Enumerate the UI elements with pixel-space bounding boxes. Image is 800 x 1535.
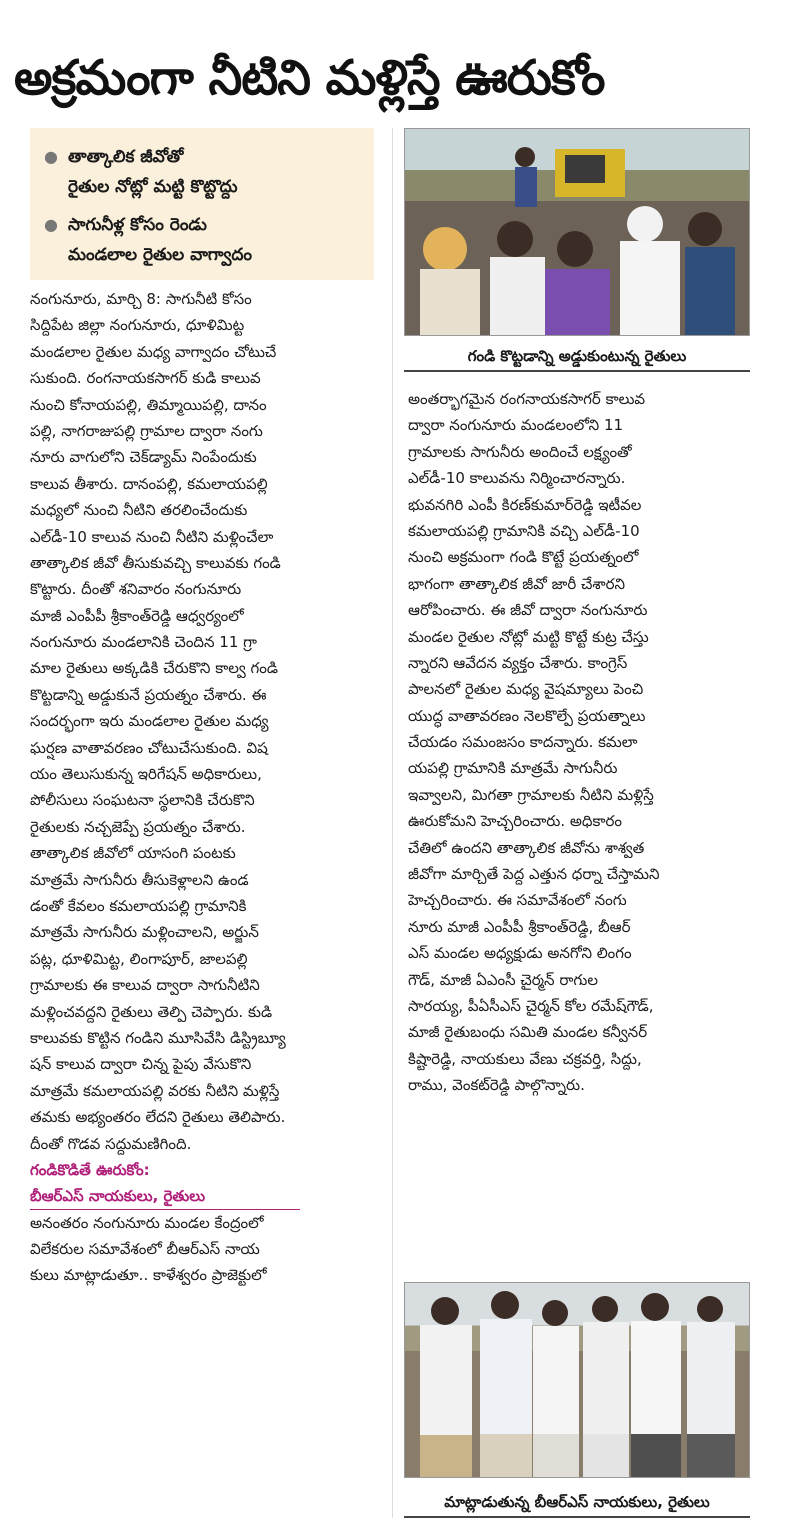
brs-leaders-photo bbox=[404, 1282, 750, 1478]
farmers-protest-photo bbox=[404, 128, 750, 336]
text-line: పోలీసులు సంఘటనా స్థలానికి చేరుకొని bbox=[30, 791, 255, 810]
text-line: మాజీ రైతుబంధు సమితి మండల కన్వీనర్ bbox=[408, 1023, 648, 1042]
text-line: ద్వారా నంగునూరు మండలంలోని 11 bbox=[408, 416, 624, 435]
text-line: గౌడ్, మాజీ ఏఎంసీ చైర్మన్ రాగుల bbox=[408, 970, 598, 989]
text-line: సుకుంది. రంగనాయకసాగర్ కుడి కాలువ bbox=[30, 369, 261, 388]
text-line: దీంతో గొడవ సద్దుమణిగింది. bbox=[30, 1134, 192, 1153]
text-line: నంగునూరు, మార్చి 8: సాగునీటి కోసం bbox=[30, 290, 252, 308]
highlight-line: తాత్కాలిక జీవోతో bbox=[68, 147, 184, 167]
photo-illustration bbox=[405, 1283, 750, 1478]
text-line: మళ్లించవద్దని రైతులు తెల్పి చెప్పారు. కుడి bbox=[30, 1002, 273, 1021]
text-line: నుంచి అక్రమంగా గండి కొట్టే ప్రయత్నంలో bbox=[408, 548, 639, 567]
highlight-line: రైతుల నోట్లో మట్టి కొట్టొద్దు bbox=[68, 177, 238, 197]
text-line: కాలువకు కొట్టిన గండిని మూసివేసి డిస్ట్రిబ్యూ bbox=[30, 1028, 286, 1047]
text-line: నంగునూరు మండలానికి చెందిన 11 గ్రా bbox=[30, 633, 257, 652]
text-line: నూరు వాగులోని చెక్‌డ్యామ్ నింపేందుకు bbox=[30, 448, 257, 467]
text-line: భాగంగా తాత్కాలిక జీవో జారీ చేశారని bbox=[408, 574, 626, 593]
subheading-line-1: గండికొడితే ఊరుకోం: bbox=[30, 1160, 150, 1179]
text-line: తాత్కాలిక జీవో తీసుకువచ్చి కాలువకు గండి bbox=[30, 553, 281, 572]
text-line: పల్లి, నాగరాజుపల్లి గ్రామాల ద్వారా నంగు bbox=[30, 421, 263, 440]
article-right-column bbox=[408, 386, 750, 1099]
text-line: సిద్దిపేట జిల్లా నంగునూరు, ధూళిమిట్ట bbox=[30, 316, 245, 335]
highlight-line: సాగునీళ్ల కోసం రెండు bbox=[68, 215, 207, 235]
text-line: సారయ్య, పీఏసీఎస్ చైర్మన్ కోల రమేష్‌గౌడ్, bbox=[408, 996, 654, 1015]
text-line: ఘర్షణ వాతావరణం చోటుచేసుకుంది. విష bbox=[30, 738, 268, 757]
photo-illustration bbox=[405, 129, 750, 336]
highlight-item bbox=[44, 142, 364, 202]
text-line: హెచ్చరించారు. ఈ సమావేశంలో నంగు bbox=[408, 891, 627, 910]
text-line: రాము, వెంకట్‌రెడ్డి పాల్గొన్నారు. bbox=[408, 1076, 585, 1095]
text-line: తాత్కాలిక జీవోలో యాసంగి పంటకు bbox=[30, 844, 236, 863]
text-line: పాలనలో రైతుల మధ్య వైషమ్యాలు పెంచి bbox=[408, 680, 644, 699]
text-line: సందర్భంగా ఇరు మండలాల రైతుల మధ్య bbox=[30, 712, 269, 731]
text-line: కాలువ తీశారు. దానంపల్లి, కమలాయపల్లి bbox=[30, 474, 268, 493]
text-line: అనంతరం నంగునూరు మండల కేంద్రంలో bbox=[30, 1213, 264, 1232]
text-line: నూరు మాజీ ఎంపీపీ శ్రీకాంత్‌రెడ్డి, బీఆర్ bbox=[408, 917, 631, 936]
text-line: గ్రామాలకు సాగునీరు అందించే లక్ష్యంతో bbox=[408, 442, 632, 461]
text-line: ఎస్ మండల అధ్యక్షుడు అనగోని లింగం bbox=[408, 944, 632, 963]
subheading-line-2: బీఆర్ఎస్ నాయకులు, రైతులు bbox=[30, 1183, 300, 1209]
article-left-column bbox=[30, 286, 380, 1289]
text-line: జీవోగా మార్చితే పెద్ద ఎత్తున ధర్నా చేస్తామని bbox=[408, 865, 660, 884]
text-line: కమలాయపల్లి గ్రామానికి వచ్చి ఎల్‌డీ-10 bbox=[408, 521, 640, 540]
text-line: కొట్టడాన్ని అడ్డుకునే ప్రయత్నం చేశారు. ఈ bbox=[30, 685, 267, 704]
text-line: ఎల్‌డీ-10 కాలువ నుంచి నీటిని మళ్లించేలా bbox=[30, 527, 274, 546]
highlight-line: మండలాల రైతుల వాగ్వాదం bbox=[68, 245, 252, 265]
text-line: మండలాల రైతుల మధ్య వాగ్వాదం చోటుచే bbox=[30, 342, 277, 361]
text-line: షన్ కాలువ ద్వారా చిన్న పైపు వేసుకొని bbox=[30, 1055, 252, 1074]
text-line: న్నారని ఆవేదన వ్యక్తం చేశారు. కాంగ్రెస్ bbox=[408, 653, 628, 672]
text-line: చేతిలో ఉందని తాత్కాలిక జీవోను శాశ్వత bbox=[408, 838, 645, 857]
text-line: తమకు అభ్యంతరం లేదని రైతులు తెలిపారు. bbox=[30, 1108, 286, 1127]
text-line: రైతులకు నచ్చజెప్పే ప్రయత్నం చేశారు. bbox=[30, 817, 246, 836]
text-line: మండల రైతుల నోట్లో మట్టి కొట్టే కుట్ర చేస్తు bbox=[408, 627, 649, 646]
text-line: మధ్యలో నుంచి నీటిని తరలించేందుకు bbox=[30, 501, 248, 520]
text-line: డంతో కేవలం కమలాయపల్లి గ్రామానికి bbox=[30, 896, 247, 915]
text-line: ఆరోపించారు. ఈ జీవో ద్వారా నంగునూరు bbox=[408, 601, 648, 620]
text-line: ఇవ్వాలని, మిగతా గ్రామాలకు నీటిని మళ్లిస్తే bbox=[408, 785, 654, 804]
text-line: ఊరుకోమని హెచ్చరించారు. అధికారం bbox=[408, 812, 622, 831]
text-line: కులు మాట్లాడుతూ.. కాళేశ్వరం ప్రాజెక్టులో bbox=[30, 1266, 267, 1285]
text-line: కిష్టారెడ్డి, నాయకులు వేణు చక్రవర్తి, సిద్దు, bbox=[408, 1049, 642, 1068]
bullet-icon: ● bbox=[44, 215, 58, 234]
text-line: భువనగిరి ఎంపీ కిరణ్‌కుమార్‌రెడ్డి ఇటీవల bbox=[408, 495, 642, 514]
photo-caption-top: గండి కొట్టడాన్ని అడ్డుకుంటున్న రైతులు bbox=[404, 340, 750, 372]
text-line: మాల రైతులు అక్కడికి చేరుకొని కాల్వ గండి bbox=[30, 659, 278, 678]
text-line: పట్ల, ధూళిమిట్ట, లింగాపూర్, జాలపల్లి bbox=[30, 949, 248, 968]
photo-caption-bottom: మాట్లాడుతున్న బీఆర్ఎస్ నాయకులు, రైతులు bbox=[404, 1486, 750, 1518]
text-line: నుంచి కోనాయపల్లి, తిమ్మాయిపల్లి, దానం bbox=[30, 395, 267, 414]
text-line: మాత్రమే కమలాయపల్లి వరకు నీటిని మళ్లిస్తే bbox=[30, 1081, 280, 1100]
text-line: అంతర్భాగమైన రంగనాయకసాగర్ కాలువ bbox=[408, 390, 646, 408]
text-line: మాత్రమే సాగునీరు మళ్లించాలని, అర్జున్ bbox=[30, 923, 259, 942]
column-divider bbox=[392, 128, 393, 1518]
text-line: యం తెలుసుకున్న ఇరిగేషన్ అధికారులు, bbox=[30, 765, 262, 784]
text-line: మాత్రమే సాగునీరు తీసుకెళ్లాలని ఉండ bbox=[30, 870, 249, 889]
text-line: విలేకరుల సమావేశంలో బీఆర్ఎస్ నాయ bbox=[30, 1240, 260, 1259]
bullet-icon: ● bbox=[44, 147, 58, 166]
text-line: కొట్టారు. దీంతో శనివారం నంగునూరు bbox=[30, 580, 242, 599]
text-line: యుద్ధ వాతావరణం నెలకొల్పే ప్రయత్నాలు bbox=[408, 706, 646, 725]
highlight-item bbox=[44, 210, 364, 270]
text-line: గ్రామాలకు ఈ కాలువ ద్వారా సాగునీటిని bbox=[30, 976, 260, 995]
headline: అక్రమంగా నీటిని మళ్లిస్తే ఊరుకోం bbox=[14, 50, 605, 106]
text-line: ఎల్‌డీ-10 కాలువను నిర్మించారన్నారు. bbox=[408, 469, 626, 488]
highlights-box bbox=[30, 128, 374, 280]
text-line: చేయడం సమంజసం కాదన్నారు. కమలా bbox=[408, 733, 638, 752]
text-line: మాజీ ఎంపీపీ శ్రీకాంత్‌రెడ్డి ఆధ్వర్యంలో bbox=[30, 606, 244, 625]
text-line: యపల్లి గ్రామానికి మాత్రమే సాగునీరు bbox=[408, 759, 618, 778]
